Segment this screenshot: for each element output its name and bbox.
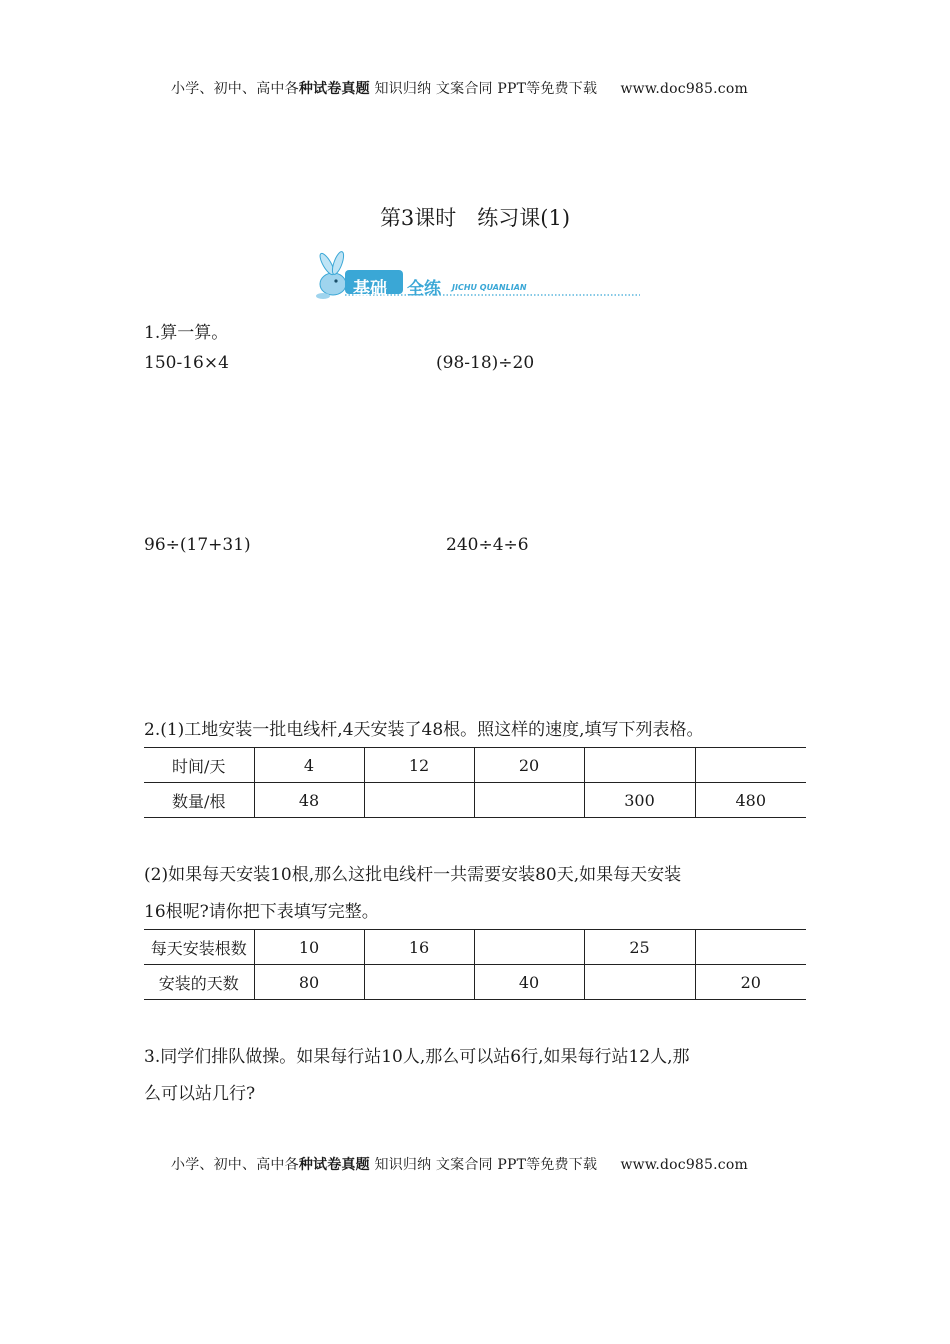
q1-heading: 1.算一算。 <box>144 323 229 343</box>
table-row <box>144 748 806 783</box>
q2-part2-text-b: 16根呢?请你把下表填写完整。 <box>144 902 379 922</box>
table-cell[interactable] <box>695 748 806 783</box>
footer-text-2: 知识归纳 文案合同 PPT等免费下载 <box>369 1157 598 1173</box>
table-cell: 25 <box>584 930 695 965</box>
table-cell: 每天安装根数 <box>144 930 254 965</box>
table-cell: 时间/天 <box>144 748 254 783</box>
badge-label-2: 全练 <box>407 279 441 299</box>
table-cell: 4 <box>254 748 364 783</box>
header-text-2: 知识归纳 文案合同 PPT等免费下载 <box>369 81 598 97</box>
table-cell: 480 <box>695 783 806 818</box>
table-cell: 20 <box>695 965 806 1000</box>
table-cell[interactable] <box>584 965 695 1000</box>
q2-part1-text: 2.(1)工地安装一批电线杆,4天安装了48根。照这样的速度,填写下列表格。 <box>144 720 704 740</box>
table-row <box>144 930 806 965</box>
page-footer <box>171 1154 748 1174</box>
table-cell[interactable] <box>364 783 474 818</box>
q2-part2-text-a: (2)如果每天安装10根,那么这批电线杆一共需要安装80天,如果每天安装 <box>144 865 682 885</box>
table-cell: 48 <box>254 783 364 818</box>
q3-text-b: 么可以站几行? <box>144 1084 256 1104</box>
table-cell: 300 <box>584 783 695 818</box>
table-row <box>144 965 806 1000</box>
table-cell[interactable] <box>474 783 584 818</box>
q3-text-a: 3.同学们排队做操。如果每行站10人,那么可以站6行,如果每行站12人,那 <box>144 1047 690 1067</box>
table-cell: 16 <box>364 930 474 965</box>
section-badge <box>305 250 645 302</box>
table-cell[interactable] <box>364 965 474 1000</box>
badge-label-1: 基础 <box>353 279 387 299</box>
q2-table-1 <box>144 747 806 818</box>
q1-expr-3: 96÷(17+31) <box>144 535 251 555</box>
header-text-bold: 种试卷真题 <box>298 81 370 97</box>
header-text-1: 小学、初中、高中各 <box>171 81 299 97</box>
table-cell: 10 <box>254 930 364 965</box>
footer-text-bold: 种试卷真题 <box>298 1157 370 1173</box>
table-cell: 数量/根 <box>144 783 254 818</box>
q1-expr-1: 150-16×4 <box>144 353 229 373</box>
table-cell: 20 <box>474 748 584 783</box>
header-url[interactable]: www.doc985.com <box>620 81 748 97</box>
footer-url[interactable]: www.doc985.com <box>620 1157 748 1173</box>
table-cell: 40 <box>474 965 584 1000</box>
q2-table-2 <box>144 929 806 1000</box>
page-header <box>171 78 748 98</box>
footer-text-1: 小学、初中、高中各 <box>171 1157 299 1173</box>
table-cell: 80 <box>254 965 364 1000</box>
badge-label-en: JICHU QUANLIAN <box>452 283 527 292</box>
table-cell[interactable] <box>584 748 695 783</box>
q1-expr-4: 240÷4÷6 <box>446 535 529 555</box>
table-cell: 安装的天数 <box>144 965 254 1000</box>
lesson-title: 第3课时 练习课(1) <box>379 206 571 230</box>
table-cell: 12 <box>364 748 474 783</box>
table-row <box>144 783 806 818</box>
q1-expr-2: (98-18)÷20 <box>436 353 535 373</box>
table-cell[interactable] <box>474 930 584 965</box>
table-cell[interactable] <box>695 930 806 965</box>
